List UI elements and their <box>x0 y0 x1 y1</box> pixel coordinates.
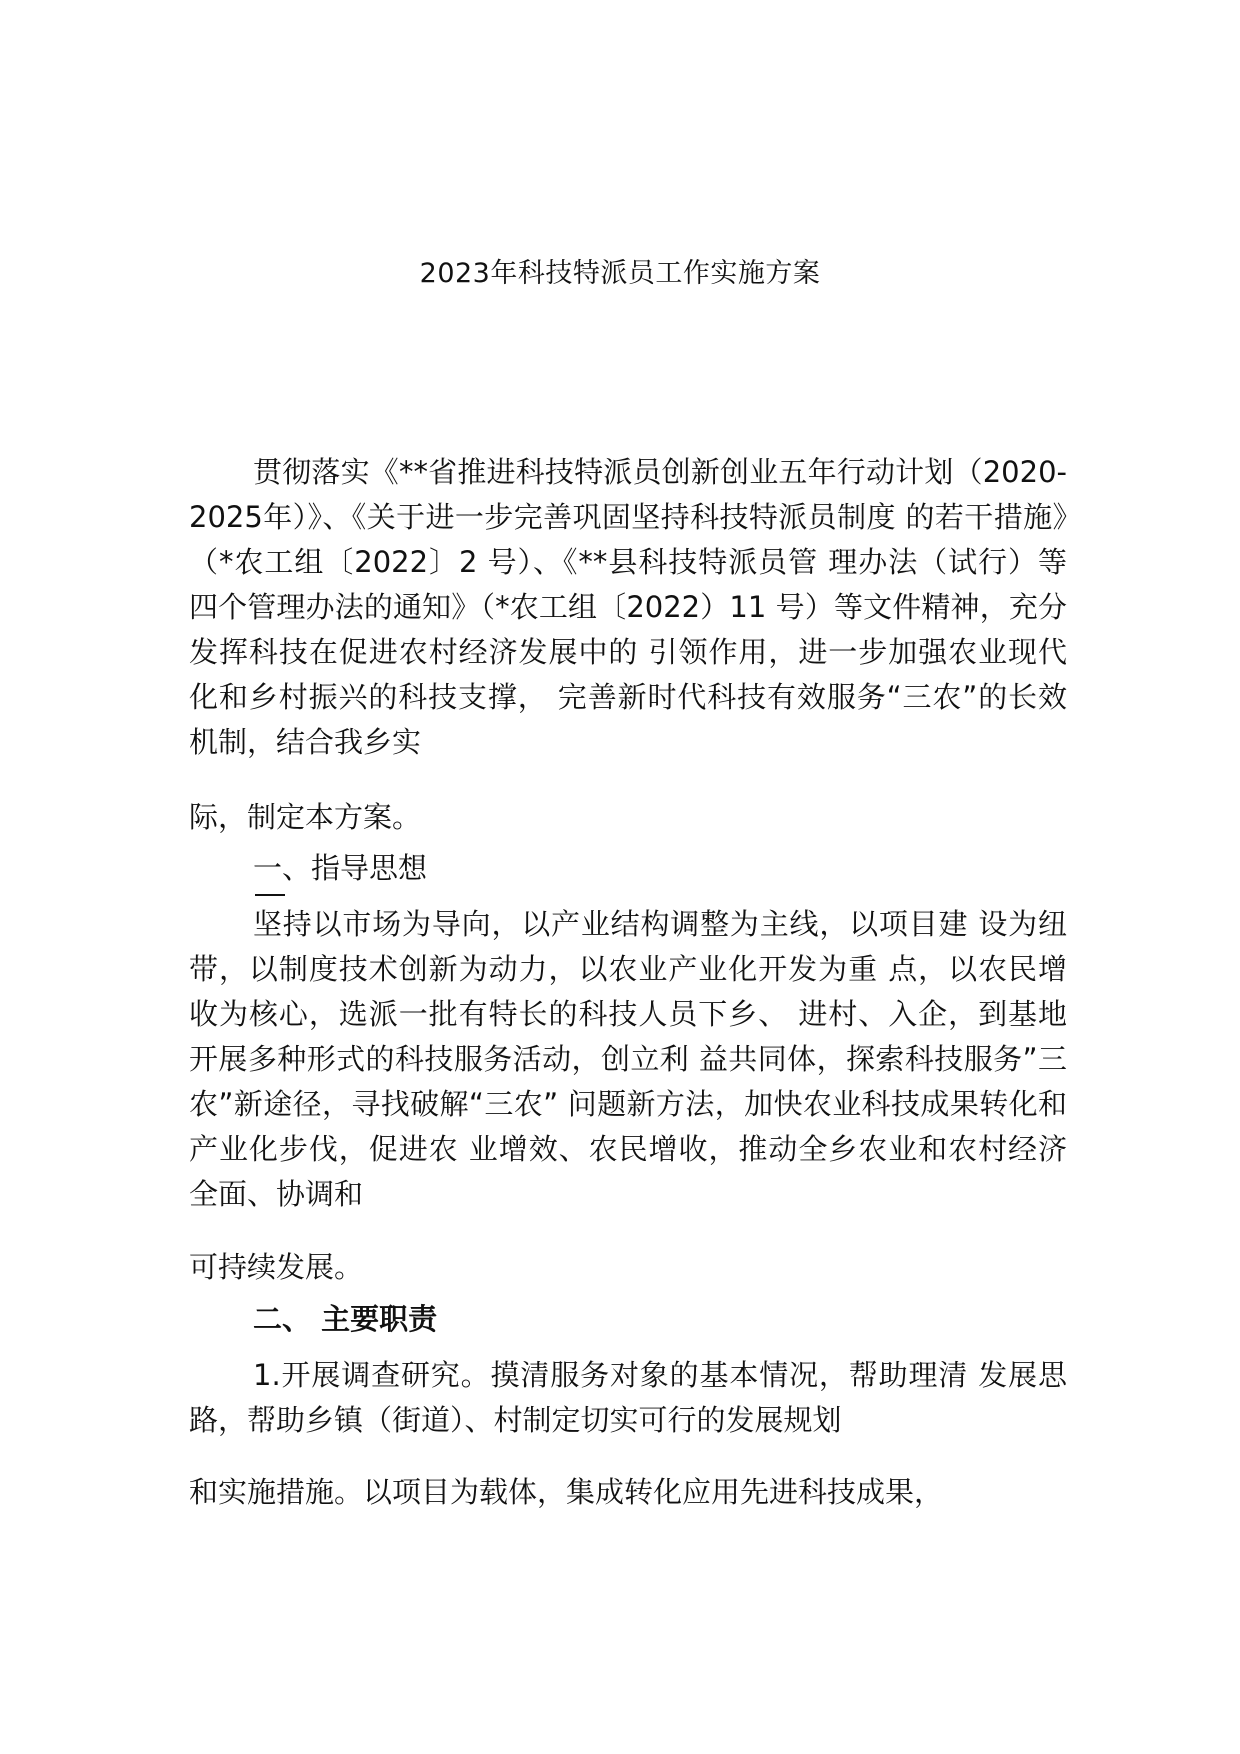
section-1-continuation: 可持续发展。 <box>189 1250 364 1284</box>
intro-continuation: 际，制定本方案。 <box>189 800 422 834</box>
section-2-heading: 二、 主要职责 <box>253 1302 438 1336</box>
heading-underline-mark <box>255 894 285 896</box>
section-1-heading: 一、指导思想 <box>253 851 428 885</box>
section-1-paragraph: 坚持以市场为导向，以产业结构调整为主线，以项目建 设为纽带，以制度技术创新为动力，以农业产业化开发为重 点，以农民增收为核心，选派一批有特长的科技人员下乡、 进村、入企，到基地开展多种形式的科技服务活动，创立利 益共同体，探索科技服务”三农”新途径，寻找破解“三农” 问题新方法，加快农业科技成果转化和产业化步伐，促进农 业增效、农民增收，推动全乡农业和农村经济全面、协调和 <box>189 907 1067 1211</box>
document-title: 2023年科技特派员工作实施方案 <box>419 258 821 289</box>
item-1-continuation: 和实施措施。以项目为载体，集成转化应用先进科技成果， <box>189 1475 944 1509</box>
intro-paragraph: 贯彻落实《**省推进科技特派员创新创业五年行动计划（2020-2025年）》、《关于进一步完善巩固坚持科技特派员制度 的若干措施》（*农工组〔2022〕2 号）、《**县科技特派员管 理办法（试行）等四个管理办法的通知》（*农工组〔2022）11 号）等文件精神，充分发挥科技在促进农村经济发展中的 引领作用，进一步加强农业现代化和乡村振兴的科技支撑， 完善新时代科技有效服务“三农”的长效机制，结合我乡实 <box>189 455 1067 759</box>
item-1-paragraph: 1.开展调查研究。摸清服务对象的基本情况，帮助理清 发展思路，帮助乡镇（街道）、村制定切实可行的发展规划 <box>189 1358 1067 1437</box>
